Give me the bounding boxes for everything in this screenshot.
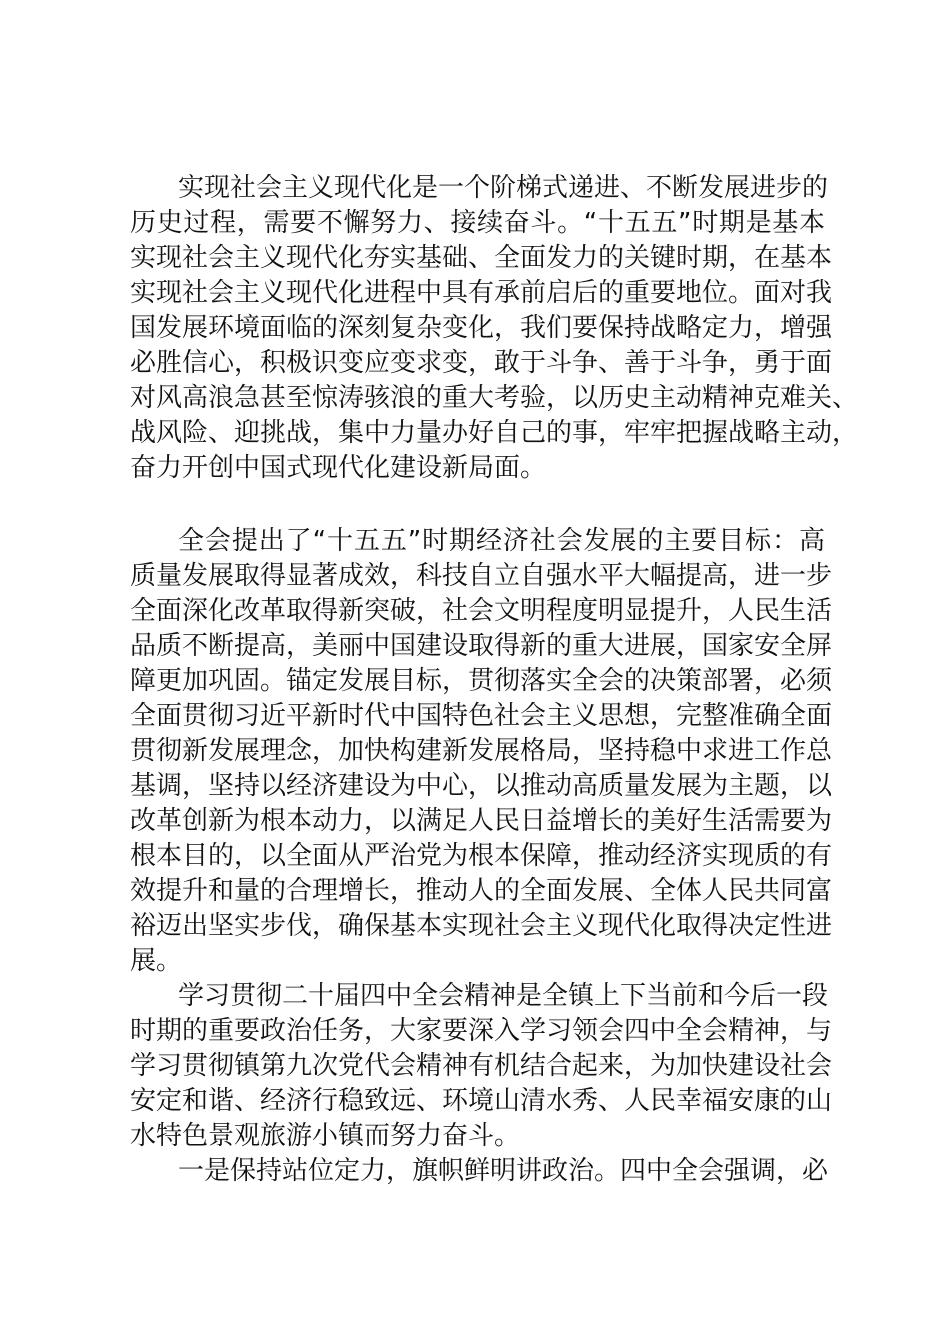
paragraph-4-line: 一是保持站位定力，旗帜鲜明讲政治。四中全会强调，必 [178, 1156, 829, 1186]
paragraph-2-line: 展。 [130, 946, 183, 976]
paragraph-3-line: 学习贯彻镇第九次党代会精神有机结合起来，为加快建设社会 [130, 1051, 833, 1081]
paragraph-1-line: 对风高浪急甚至惊涛骇浪的重大考验，以历史主动精神克难关、 [130, 383, 859, 413]
paragraph-2-line: 根本目的，以全面从严治党为根本保障，推动经济实现质的有 [130, 841, 833, 871]
paragraph-2-line: 全面贯彻习近平新时代中国特色社会主义思想，完整准确全面 [130, 701, 833, 731]
paragraph-3-line: 时期的重要政治任务，大家要深入学习领会四中全会精神，与 [130, 1016, 833, 1046]
paragraph-2-line: 品质不断提高，美丽中国建设取得新的重大进展，国家安全屏 [130, 631, 833, 661]
paragraph-2-line: 全会提出了“十五五”时期经济社会发展的主要目标：高 [178, 526, 825, 556]
paragraph-3-line: 水特色景观旅游小镇而努力奋斗。 [130, 1121, 521, 1151]
paragraph-2-line: 裕迈出坚实步伐，确保基本实现社会主义现代化取得决定性进 [130, 911, 833, 941]
paragraph-2-line: 贯彻新发展理念，加快构建新发展格局，坚持稳中求进工作总 [130, 736, 833, 766]
paragraph-1-line: 战风险、迎挑战，集中力量办好自己的事，牢牢把握战略主动， [130, 418, 859, 448]
paragraph-3-line: 安定和谐、经济行稳致远、环境山清水秀、人民幸福安康的山 [130, 1086, 833, 1116]
paragraph-2-line: 改革创新为根本动力，以满足人民日益增长的美好生活需要为 [130, 806, 833, 836]
paragraph-1-line: 实现社会主义现代化夯实基础、全面发力的关键时期，在基本 [130, 243, 833, 273]
paragraph-1-line: 国发展环境面临的深刻复杂变化，我们要保持战略定力，增强 [130, 313, 833, 343]
paragraph-1-line: 历史过程，需要不懈努力、接续奋斗。“十五五”时期是基本 [130, 208, 825, 238]
paragraph-2-line: 障更加巩固。锚定发展目标，贯彻落实全会的决策部署，必须 [130, 666, 833, 696]
paragraph-2-line: 基调，坚持以经济建设为中心，以推动高质量发展为主题，以 [130, 771, 833, 801]
paragraph-2-line: 质量发展取得显著成效，科技自立自强水平大幅提高，进一步 [130, 561, 833, 591]
paragraph-1-line: 实现社会主义现代化进程中具有承前启后的重要地位。面对我 [130, 278, 833, 308]
paragraph-2-line: 全面深化改革取得新突破，社会文明程度明显提升，人民生活 [130, 596, 833, 626]
paragraph-1-line: 实现社会主义现代化是一个阶梯式递进、不断发展进步的 [178, 173, 829, 203]
paragraph-1-line: 奋力开创中国式现代化建设新局面。 [130, 453, 547, 483]
paragraph-3-line: 学习贯彻二十届四中全会精神是全镇上下当前和今后一段 [178, 981, 829, 1011]
paragraph-1-line: 必胜信心，积极识变应变求变，敢于斗争、善于斗争，勇于面 [130, 348, 833, 378]
paragraph-2-line: 效提升和量的合理增长，推动人的全面发展、全体人民共同富 [130, 876, 833, 906]
